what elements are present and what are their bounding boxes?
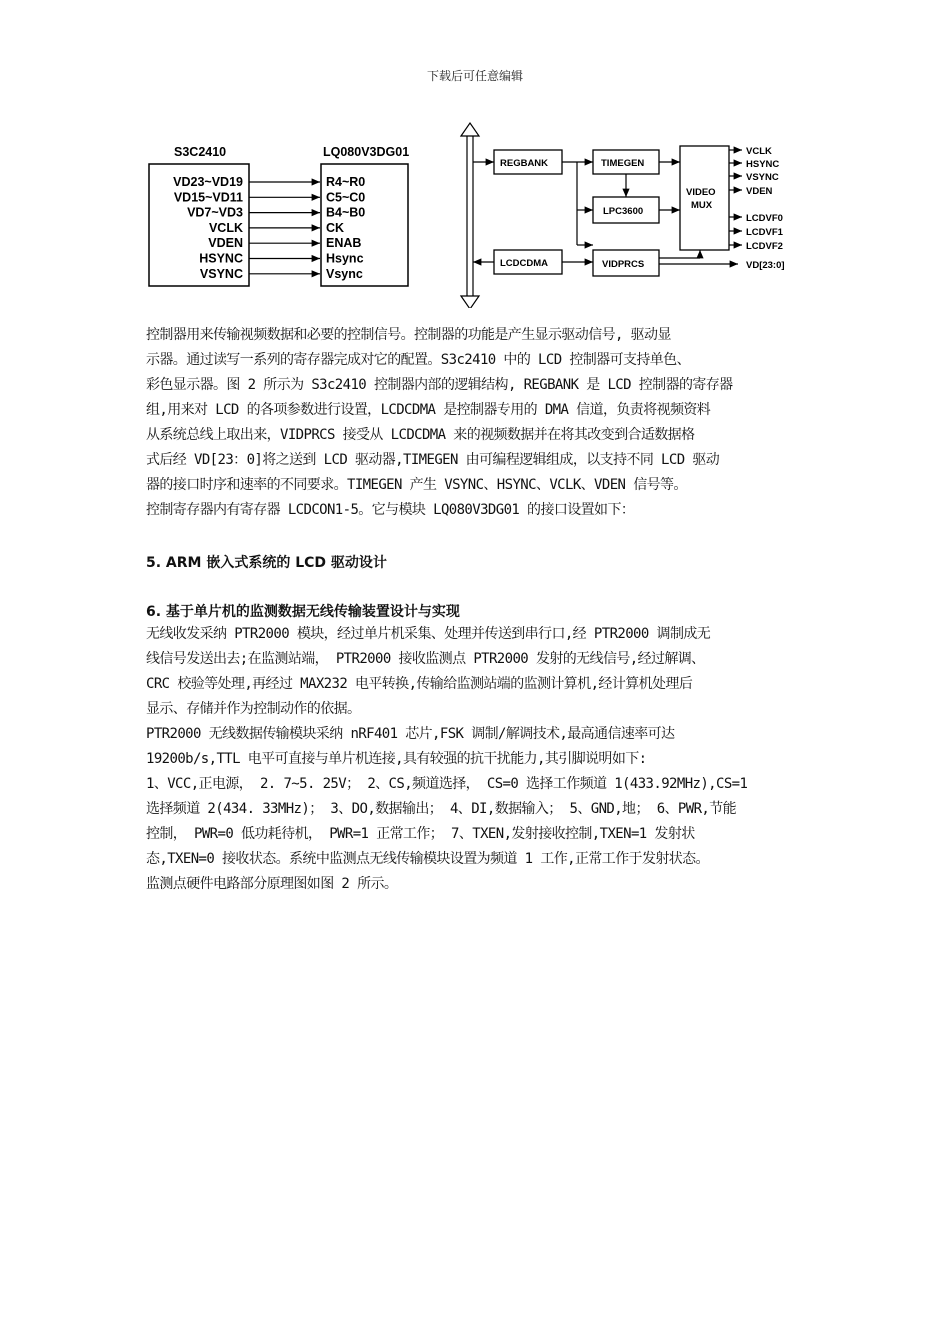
text-line: 式后经 VD[23：0]将之送到 LCD 驱动器,TIMEGEN 由可编程逻辑组成，以支持不同 LCD 驱动 xyxy=(146,452,720,468)
output-label: VDEN xyxy=(746,186,773,197)
text-line: PTR2000 无线数据传输模块采纳 nRF401 芯片,FSK 调制/解调技术,最高通信速率可达 xyxy=(146,726,675,742)
right-signal-label: ENAB xyxy=(326,236,362,251)
text-line: 控制， PWR=0 低功耗待机， PWR=1 正常工作； 7、TXEN,发射接收控制,TXEN=1 发射状 xyxy=(146,826,695,842)
right-signal-label: B4~B0 xyxy=(326,205,366,220)
left-signal-label: VD7~VD3 xyxy=(187,205,243,220)
text-line: 线信号发送出去;在监测站端， PTR2000 接收监测点 PTR2000 发射的无线信号,经过解调、 xyxy=(146,651,705,667)
output-label: VD[23:0] xyxy=(746,260,785,271)
lcdcdma-label: LCDCDMA xyxy=(500,258,549,269)
text-line: 从系统总线上取出来，VIDPRCS 接受从 LCDCDMA 来的视频数据并在将其改变到合适数据格 xyxy=(146,427,695,443)
paragraph-ptr2000 xyxy=(146,622,826,897)
left-signal-label: VD15~VD11 xyxy=(173,190,243,205)
text-line: 无线收发采纳 PTR2000 模块，经过单片机采集、处理并传送到串行口,经 PTR2000 调制成无 xyxy=(146,626,711,642)
bus-double-arrow xyxy=(461,123,479,308)
text-line: 态,TXEN=0 接收状态。系统中监测点无线传输模块设置为频道 1 工作,正常工作于发射状态。 xyxy=(146,851,709,867)
heading-section-6: 6. 基于单片机的监测数据无线传输装置设计与实现 xyxy=(146,604,460,620)
right-signal-label: CK xyxy=(326,220,345,235)
lpc-label: LPC3600 xyxy=(603,206,644,217)
mux-label-2: MUX xyxy=(691,200,713,211)
text-line: 示器。通过读写一系列的寄存器完成对它的配置。S3c2410 中的 LCD 控制器可支持单色、 xyxy=(146,352,690,368)
right-signal-label: R4~R0 xyxy=(326,175,366,189)
output-label: LCDVF1 xyxy=(746,227,783,238)
right-signal-label: Vsync xyxy=(326,266,363,281)
text-line: 器的接口时序和速率的不同要求。TIMEGEN 产生 VSYNC、HSYNC、VCLK、VDEN 信号等。 xyxy=(146,477,687,493)
left-signal-label: VSYNC xyxy=(199,266,243,281)
text-line: 19200b/s,TTL 电平可直接与单片机连接,具有较强的抗干扰能力,其引脚说明如下: xyxy=(146,751,647,767)
left-signal-label: VCLK xyxy=(208,220,243,235)
text-line: 控制器用来传输视频数据和必要的控制信号。控制器的功能是产生显示驱动信号, 驱动显 xyxy=(146,327,671,343)
heading-section-5: 5. ARM 嵌入式系统的 LCD 驱动设计 xyxy=(146,555,387,571)
output-label: LCDVF0 xyxy=(746,213,783,224)
paragraph-lcd-controller xyxy=(146,323,826,523)
output-label: LCDVF2 xyxy=(746,241,783,252)
mux-label-1: VIDEO xyxy=(686,187,716,198)
regbank-label: REGBANK xyxy=(500,158,549,169)
timegen-label: TIMEGEN xyxy=(601,158,645,169)
text-line: CRC 校验等处理,再经过 MAX232 电平转换,传输给监测站端的监测计算机,经计算机处理后 xyxy=(146,676,693,692)
right-signal-label: C5~C0 xyxy=(326,190,366,205)
text-line: 彩色显示器。图 2 所示为 S3c2410 控制器内部的逻辑结构, REGBANK 是 LCD 控制器的寄存器 xyxy=(146,377,733,393)
text-line: 监测点硬件电路部分原理图如图 2 所示。 xyxy=(146,876,398,892)
left-signal-label: VDEN xyxy=(208,236,243,251)
output-label: VSYNC xyxy=(746,172,779,183)
vidprcs-label: VIDPRCS xyxy=(602,259,645,270)
mux-outputs xyxy=(729,146,785,271)
left-signal-label: HSYNC xyxy=(199,251,243,266)
output-label: HSYNC xyxy=(746,159,780,170)
page-header: 下载后可任意编辑 xyxy=(426,69,523,83)
text-line: 显示、存储并作为控制动作的依据。 xyxy=(146,701,361,717)
chip-a-label: S3C2410 xyxy=(174,145,227,159)
right-signal-label: Hsync xyxy=(326,251,364,266)
left-signal-label: VD23~VD19 xyxy=(173,175,243,189)
output-label: VCLK xyxy=(746,146,772,157)
text-line: 选择频道 2(434. 33MHz)； 3、DO,数据输出； 4、DI,数据输入； 5、GND,地； 6、PWR,节能 xyxy=(146,801,737,817)
chip-b-label: LQ080V3DG01 xyxy=(323,145,410,159)
figure-block-diagrams xyxy=(140,118,820,308)
video-mux-block xyxy=(680,146,729,250)
signal-rows xyxy=(173,175,365,281)
text-line: 组,用来对 LCD 的各项参数进行设置，LCDCDMA 是控制器专用的 DMA 信道，负责将视频资料 xyxy=(146,402,711,418)
text-line: 1、VCC,正电源， 2. 7~5. 25V； 2、CS,频道选择， CS=0 选择工作频道 1(433.92MHz),CS=1 xyxy=(146,776,748,792)
text-line: 控制寄存器内有寄存器 LCDCON1-5。它与模块 LQ080V3DG01 的接口设置如下： xyxy=(146,502,635,518)
